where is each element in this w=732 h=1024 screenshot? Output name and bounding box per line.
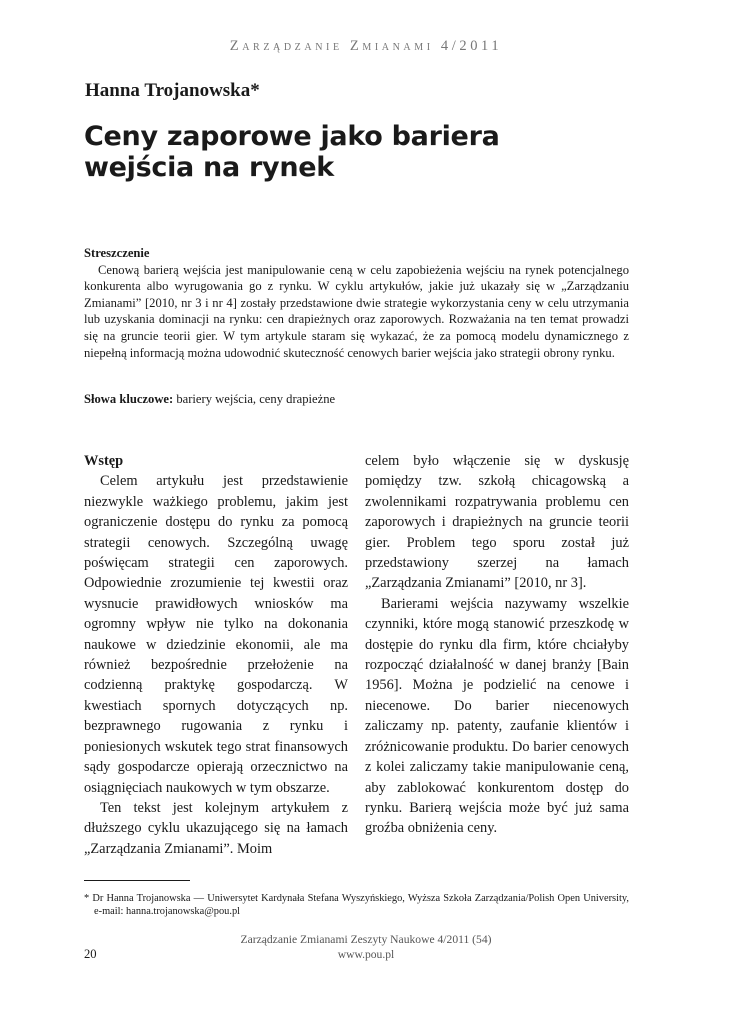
article-title — [84, 121, 644, 183]
page-footer — [0, 932, 732, 962]
body-column-right — [365, 451, 629, 839]
abstract-heading: Streszczenie — [84, 246, 150, 260]
keywords — [84, 392, 629, 407]
page-number: 20 — [84, 947, 97, 961]
footnote-text: * Dr Hanna Trojanowska — Uniwersytet Kardynała Stefana Wyszyńskiego, Wyższa Szkoła Zarządzania/Polish Open University, e-mail: hanna.trojanowska@pou.pl — [84, 893, 629, 918]
keywords-label: Słowa kluczowe: — [84, 392, 174, 406]
body-column-left — [84, 451, 348, 859]
article-title-line-2: wejścia na rynek — [84, 152, 334, 183]
running-header: Zarządzanie Zmianami 4/2011 — [229, 38, 503, 54]
footer-journal-line: Zarządzanie Zmianami Zeszyty Naukowe 4/2011 (54) — [240, 933, 492, 946]
article-title-line-1: Ceny zaporowe jako bariera — [84, 121, 500, 152]
body-paragraph: Ten tekst jest kolejnym artykułem z dłuższego cyklu ukazującego się na łamach „Zarządzania Zmianami”. Moim — [84, 799, 348, 857]
footnote — [84, 892, 629, 919]
body-paragraph: celem było włączenie się w dyskusję pomiędzy tzw. szkołą chicagowską a zwolennikami rozpatrywania problemu cen zaporowych i drapieżnych na gruncie teorii gier. Problem tego sporu został już przedstawiony szerzej na łamach „Zarządzania Zmianami” [2010, nr 3]. — [365, 453, 629, 592]
body-paragraph: Barierami wejścia nazywamy wszelkie czynniki, które mogą stanowić przeszkodę w dostępie do rynku dla firm, które chciałyby rozpocząć działalność w danej branży [Bain 1956]. Można je podzielić na cenowe i niecenowe. Do barier niecenowych zaliczamy np. patenty, zaufanie klientów i zróżnicowanie produktu. Do barier cenowych z kolei zaliczamy takie manipulowanie ceną, aby zablokować konkurentom dostęp do rynku. Barierą wejścia może być już sama groźba obniżenia ceny. — [365, 595, 629, 837]
abstract — [84, 245, 629, 361]
article-author: Hanna Trojanowska* — [85, 80, 260, 101]
keywords-text: bariery wejścia, ceny drapieżne — [173, 392, 336, 406]
footer-website: www.pou.pl — [337, 948, 395, 961]
footnote-divider — [84, 880, 190, 881]
body-paragraph: Celem artykułu jest przedstawienie niezwykle ważkiego problemu, jakim jest ograniczenie dostępu do rynku za pomocą strategii cenowych. Szczególną uwagę poświęcam strategii cen zaporowych. Odpowiednie zrozumienie tej kwestii oraz wysnucie prawidłowych wniosków ma ogromny wpływ nie tylko na dokonania naukowe w dziedzinie ekonomii, ale ma również bezpośrednie przełożenie na codzienną praktykę gospodarczą. W kwestiach spornych dotyczących np. bezprawnego rugowania z rynku i poniesionych wskutek tego strat finansowych sądy gospodarcze opierają orzecznictwo na osiągnięciach naukowych w tym obszarze. — [84, 473, 348, 796]
abstract-text: Cenową barierą wejścia jest manipulowanie ceną w celu zapobieżenia wejściu na rynek potencjalnego konkurenta albo wyrugowania go z rynku. W cyklu artykułów, jakie już ukazały się w „Zarządzaniu Zmianami” [2010, nr 3 i nr 4] zostały przedstawione dwie strategie wykorzystania ceny w celu utrzymania lub uzyskania dominacji na rynku: cen drapieżnych oraz zaporowych. Rozważania na ten temat prowadzi się na gruncie teorii gier. W tym artykule staram się wykazać, że za pomocą modelu dynamicznego z niepełną informacją można udowodnić skuteczność cenowych barier wejścia jako strategii obrony rynku. — [84, 262, 629, 360]
section-heading: Wstęp — [84, 453, 124, 469]
